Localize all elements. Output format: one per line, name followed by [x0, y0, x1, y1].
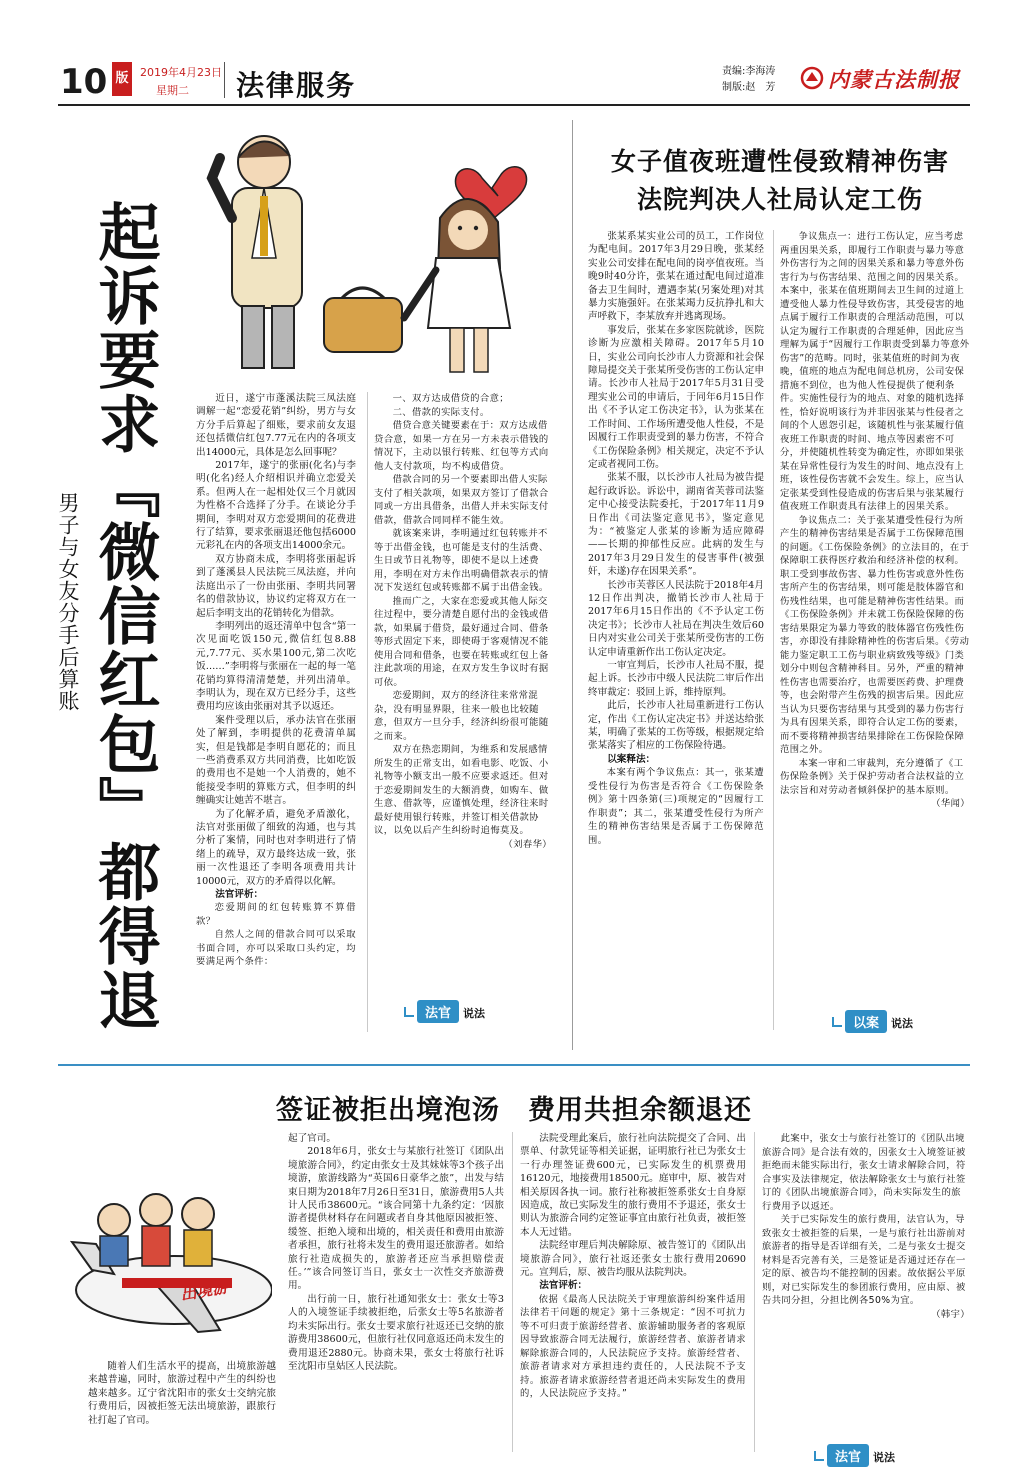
page-number: 10: [60, 62, 108, 102]
paper-emblem-icon: [800, 66, 824, 90]
paragraph: 2017年，遂宁的张丽(化名)与李明(化名)经人介绍相识并确立恋爱关系。但两人在一起相处仅三个月就因为性格不合选择了分手。在谈论分手期间，李明对双方恋爱期间的花费进行了结算，要求张丽退还他包括6000元彩礼在内的各项支出14000余元。: [196, 460, 356, 552]
paragraph: 本案一审和二审裁判，充分遵循了《工伤保险条例》关于保护劳动者合法权益的立法宗旨和对劳动者倾斜保护的基本原则。: [780, 757, 965, 796]
paragraph: 自然人之间的借款合同可以采取书面合同，亦可以采取口头约定，均要满足两个条件：: [196, 929, 356, 968]
column-rule: [773, 230, 774, 1030]
paragraph: 借款合同的另一个要素即出借人实际支付了相关款项，如果双方签订了借款合同或一方出具借条，出借人并未实际支付借款，借款合同同样不能生效。: [374, 474, 549, 526]
paragraph: 近日，遂宁市蓬溪法院三凤法庭调解一起“恋爱花销”纠纷，男方与女方分手后算起了细账，要求前女友退还包括微信红包7.77元在内的各项支出14000元，具体是怎么回事呢？: [196, 393, 356, 458]
case-label: 以案释法：: [607, 753, 656, 765]
paragraph: 本案有两个争议焦点：其一，张某遭受性侵行为伤害是否符合《工伤保险条例》第十四条第(三)项规定的“因履行工作职责”；其二，张某遭受性侵行为所产生的精神伤害结果是否属于工伤保障范围。: [588, 767, 764, 846]
bottom-col2: [288, 1132, 504, 1373]
paragraph: 二、借款的实际支付。: [392, 406, 490, 418]
paragraph: 依据《最高人民法院关于审理旅游纠纷案件适用法律若干问题的规定》第十三条规定：“因不可抗力等不可归责于旅游经营者、旅游辅助服务者的客观原因导致旅游合同无法履行，旅游经营者、旅游者请求解除旅游合同的，人民法院应予支持。旅游经营者、旅游者请求对方承担违约责任的，人民法院不予支持。旅游者请求旅游经营者退还尚未实际发生的费用的，人民法院应予支持。”: [520, 1293, 746, 1400]
bottom-col4: [762, 1132, 970, 1321]
paragraph: 关于已实际发生的旅行费用，法官认为，导致张女士被拒签的后果，一是与旅行社出游前对旅游者的指导是否详细有关，二是与张女士提交材料是否完善有关，三是签证是否通过还存在一定的原、被告均不能控制的因素。故依据公平原则，对已实际发生的参团旅行费用，应由原、被告共同分担，分担比例各50%为宜。: [762, 1214, 966, 1306]
right-story-headline-1: 女子值夜班遭性侵致精神伤害: [610, 147, 949, 176]
left-story-col2: [374, 392, 552, 851]
page-ban-label: 版: [112, 62, 132, 96]
paragraph: 恋爱期间，双方的经济往来常常混杂，没有明显界限，往来一般也比较随意，但双方一旦分手，经济纠纷很可能随之而来。: [374, 690, 549, 742]
bottom-caption: [88, 1360, 276, 1427]
right-story-headline-2: 法院判决人社局认定工伤: [636, 185, 923, 214]
corner-mark-icon: [832, 1017, 842, 1027]
judge-label: 法官评析：: [539, 1280, 588, 1292]
paragraph: 此案中，张女士与旅行社签订的《团队出境旅游合同》是合法有效的，因张女士入境签证被拒绝而未能实际出行，张女士请求解除合同，符合事实及法律规定，依法解除张女士与旅行社签订的《团队出境旅游合同》，尚未实际发生的旅行费用予以返还。: [762, 1133, 966, 1212]
producer-credit: 制版:赵 芳: [722, 82, 776, 93]
story-divider: [572, 120, 573, 1050]
bottom-judge-says-badge: 法官 说法: [814, 1444, 895, 1467]
paragraph: 张某系某实业公司的员工，工作岗位为配电间。2017年3月29日晚，张某经实业公司安排在配电间的岗亭值夜班。当晚9时40分许，张某在通过配电间过道准备去卫生间时，遭遇李某(另案处理)对其暴力实施强奸。在张某竭力反抗挣扎和大声呼救下，李某放弃并逃离现场。: [588, 231, 764, 323]
paragraph: 法院经审理后判决解除原、被告签订的《团队出境旅游合同》，旅行社返还张女士旅行费用20690元。宣判后，原、被告均服从法院判决。: [520, 1240, 746, 1279]
plane-banner-text: 出境游: [178, 1276, 230, 1305]
bottom-story-headline: 签证被拒出境泡汤 费用共担余额退还: [276, 1095, 752, 1126]
paragraph: 借贷合意关键要素在于：双方达成借贷合意，如果一方在另一方未表示借钱的情况下，主动以银行转账、红包等方式向他人支付款项，均不构成借贷。: [374, 420, 549, 472]
paragraph: 长沙市芙蓉区人民法院于2018年4月12日作出判决，撤销长沙市人社局于2017年6月15日作出的《不予认定工伤决定书》；长沙市人社局在判决生效后60日内对实业公司关于张某所受伤害的工伤认定申请重新作出工伤认定决定。: [588, 579, 764, 658]
paragraph: 此后，长沙市人社局重新进行工伤认定，作出《工伤认定决定书》并送达给张某，明确了张某的工伤等级，根据规定给张某落实了相应的工伤保险待遇。: [588, 700, 764, 752]
couple-illustration: [192, 118, 582, 380]
paragraph: 就该案来讲，李明通过红包转账并不等于出借金钱，也可能是支付的生活费、生日或节日礼物等，即使不是以上述费用，李明在对方未作出明确借款表示的情况下发送红包或转账都不属于出借金钱。: [374, 528, 549, 593]
paragraph: 事发后，张某在多家医院就诊，医院诊断为应激相关障碍。2017年5月10日，实业公司向长沙市人力资源和社会保障局提交关于张某所受伤害的工伤认定申请。长沙市人社局于2017年5月31日受理实业公司的申请后，于同年6月15日作出《不予认定工伤决定书》，认为张某在工作时间、工作场所遭受他人性侵，不是因履行工作职责受到的暴力伤害，不符合《工伤保险条例》相关规定，决定不予认定或者视同工伤。: [588, 324, 764, 470]
paragraph: 双方协商未成，李明将张丽起诉到了蓬溪县人民法院三凤法庭，并向法庭出示了一份由张丽、李明共同署名的借款协议，协议约定将双方在一起后李明支出的花销转化为借款。: [196, 553, 356, 619]
paragraph: 双方在热恋期间，为维系和发展感情所发生的正常支出，如看电影、吃饭、小礼物等小额支出一般不应要求返还。但对于恋爱期间发生的大额消费，如购车、做生意、借款等，应谨慎处理，经济往来时最好使用银行转账，并签订相关借款协议，以免以后产生纠纷时追悔莫及。: [374, 744, 549, 836]
masthead: [58, 58, 970, 106]
left-story-subhead: 男子与女友分手后算账: [56, 492, 80, 712]
left-story-headline: 起诉要求『微信红包』都得退: [88, 200, 161, 1032]
paragraph: 2018年6月，张女士与某旅行社签订《团队出境旅游合同》，约定由张女士及其妹妹等3个孩子出境游，旅游线路为“英国6日豪华之旅”，出发与结束日期为2018年7月26日至31日，旅游费用5人共计人民币38600元。“该合同第十九条约定：‘因旅游者提供材料存在问题或者自身其他原因被拒签、缓签、拒绝入境和出境的，相关责任和费用由旅游者承担，旅行社将未发生的费用退还旅游者。如给旅行社造成损失的，旅游者还应当承担赔偿责任。’”该合同签订当日，张女士一次性交齐旅游费用。: [288, 1146, 504, 1292]
case-says-badge: 以案 说法: [832, 1010, 913, 1033]
paragraph: 一审宣判后，长沙市人社局不服，提起上诉。长沙市中级人民法院二审后作出终审裁定：驳回上诉，维持原判。: [588, 660, 764, 698]
paragraph: 恋爱期间的红包转账算不算借款？: [196, 902, 356, 927]
right-story-col1: [588, 230, 764, 847]
paragraph: 起了官司。: [288, 1133, 336, 1144]
paragraph: 为了化解矛盾，避免矛盾激化，法官对张丽做了细致的沟通，也与其分析了案情，同时也对李明进行了情绪上的疏导，双方最终达成一致，张丽一次性退还了李明各项费用共计10000元，双方的矛盾得以化解。: [196, 808, 356, 887]
paragraph: 出行前一日，旅行社通知张女士：张女士等3人的入境签证手续被拒绝，后张女士等5名旅游者均未实际出行。张女士要求旅行社返还已交纳的旅游费用38600元，但旅行社仅同意返还尚未发生的费用退还2880元。协商未果，张女士将旅行社诉至沈阳市皇姑区人民法院。: [288, 1293, 504, 1372]
travel-illustration: [62, 1150, 272, 1350]
paper-name: 内蒙古法制报: [828, 67, 960, 92]
author-credit: （韩宇）: [931, 1308, 970, 1320]
paragraph: 李明列出的返还清单中包含“第一次见面吃饭150元,微信红包8.88元,7.77元、买水果100元,第二次吃饭……”李明将与张丽在一起的每一笔花销均算得清清楚楚，并列出清单。李明认为，现在双方已经分手，这些费用均应该由张丽对其予以返还。: [196, 620, 356, 713]
paragraph: 一、双方达成借贷的合意；: [392, 393, 509, 404]
editor-credit: 责编:李海涛: [722, 66, 776, 77]
issue-weekday: 星期二: [156, 84, 189, 97]
bottom-divider: [58, 1064, 970, 1066]
judge-label: 法官评析：: [215, 889, 264, 901]
column-rule: [512, 1132, 513, 1452]
paragraph: 张某不服，以长沙市人社局为被告提起行政诉讼。诉讼中，湖南省芙蓉司法鉴定中心接受法院委托，于2017年11月9日作出《司法鉴定意见书》，鉴定意见为：“被鉴定人张某的诊断为适应障碍——长期的抑郁性反应。此病的发生与2017年3月29日发生的侵害事件(被强奸，未遂)存在因果关系”。: [588, 472, 764, 578]
paper-logo: [800, 60, 970, 96]
paragraph: 随着人们生活水平的提高，出境旅游越来越普遍，同时，旅游过程中产生的纠纷也越来越多。辽宁省沈阳市的张女士交纳完旅行费用后，因被拒签无法出境旅游，跟旅行社打起了官司。: [88, 1361, 276, 1426]
left-story-col1: [196, 392, 356, 969]
corner-mark-icon: [404, 1007, 414, 1017]
paragraph: 案件受理以后，承办法官在张丽处了解到，李明提供的花费清单属实，但是钱都是李明自愿花的；而且一些消费系双方共同消费，比如吃饭的费用也不是她一个人消费的，她不能接受李明的算账方式，但李明的纠缠确实让她苦不堪言。: [196, 714, 356, 807]
column-rule: [367, 392, 368, 1032]
paragraph: 推而广之，大家在恋爱或其他人际交往过程中，要分清楚自愿付出的金钱或借款，如果属于借贷，最好通过合同、借条等形式固定下来，即使碍于客观情况不能使用合同和借条，也要在转账或红包上备注此款项的用途，在双方发生争议时有据可依。: [374, 595, 549, 688]
paragraph: 争议焦点二：关于张某遭受性侵行为所产生的精神伤害结果是否属于工伤保障范围的问题。《工伤保险条例》的立法目的，在于保障职工获得医疗救治和经济补偿的权利。职工受到事故伤害、暴力性伤害或意外性伤害所产生的伤害结果，则可能是肢体器官和伤残性结果，也可能是精神伤害性结果。而《工伤保险条例》并未就工伤保险保障的伤害结果限定为暴力等致的肢体器官伤残性伤害，亦即没有排除精神性的伤害后果。《劳动能力鉴定职工工伤与职业病致残等级》门类划分中则包含精神科目。另外，严重的精神性伤害也需要治疗，也需要医药费、护理费等，也会附带产生伤残的损害后果。因此应当认为只要伤害结果与其受到的暴力伤害行为具有因果关系，即符合认定工伤的要素，而不要将精神损害结果排除在工伤保险保障范围之外。: [780, 514, 970, 755]
corner-mark-icon: [814, 1451, 824, 1461]
column-rule: [754, 1132, 755, 1452]
author-credit: （华闻）: [931, 798, 970, 809]
paragraph: 争议焦点一：进行工伤认定，应当考虑两重因果关系，即履行工作职责与暴力等意外伤害行为之间的因果关系和暴力等意外伤害行为与伤害结果、范围之间的因果关系。本案中，张某在值班期间去卫生间的过道上遭受他人暴力性侵导致伤害，其受侵害的地点属于履行工作职责的合理活动范围，可以认定为履行工作职责的合理延伸，因此应当理解为属于“因履行工作职责受到暴力等意外伤害”的范畴。同时，张某值班的时间为夜晚，值班的地点为配电间总机房，公司安保措施不到位，也为他人性侵提供了便利条件。实施性侵行为的地点、对象的随机选择性，恰好说明该行为并非因张某与性侵者之间的个人恩怨引起，该随机性与张某履行值夜班工作职责的时间、地点等因素密不可分，并使随机性转变为确定性，亦即如果张某在异常性侵行为发生的时间、地点没有上班，该性侵伤害就不会发生。综上，应当认定张某受到性侵造成的伤害后果与张某履行值夜班工作职责具有法律上的因果关系。: [780, 231, 970, 512]
masthead-divider: [224, 62, 225, 98]
masthead-rule: [58, 104, 970, 106]
issue-date: 2019年4月23日: [140, 66, 222, 79]
bottom-col3: [520, 1132, 746, 1401]
author-credit: （刘春华）: [503, 838, 552, 850]
judge-says-badge: 法官 说法: [404, 1000, 485, 1023]
right-story-col2: [780, 230, 970, 811]
paragraph: 法院受理此案后，旅行社向法院提交了合同、出票单、付款凭证等相关证据，证明旅行社已为张女士一行办理签证费600元，已实际发生的机票费用16120元，地接费用18500元。庭审中，原、被告对相关原因各执一词。旅行社称被拒签系张女士自身原因造成，故已实际发生的旅行费用不予退还，张女士则认为旅游合同约定签证事宜由旅行社负责，被拒签本人无过错。: [520, 1133, 746, 1238]
section-title: 法律服务: [236, 69, 357, 102]
